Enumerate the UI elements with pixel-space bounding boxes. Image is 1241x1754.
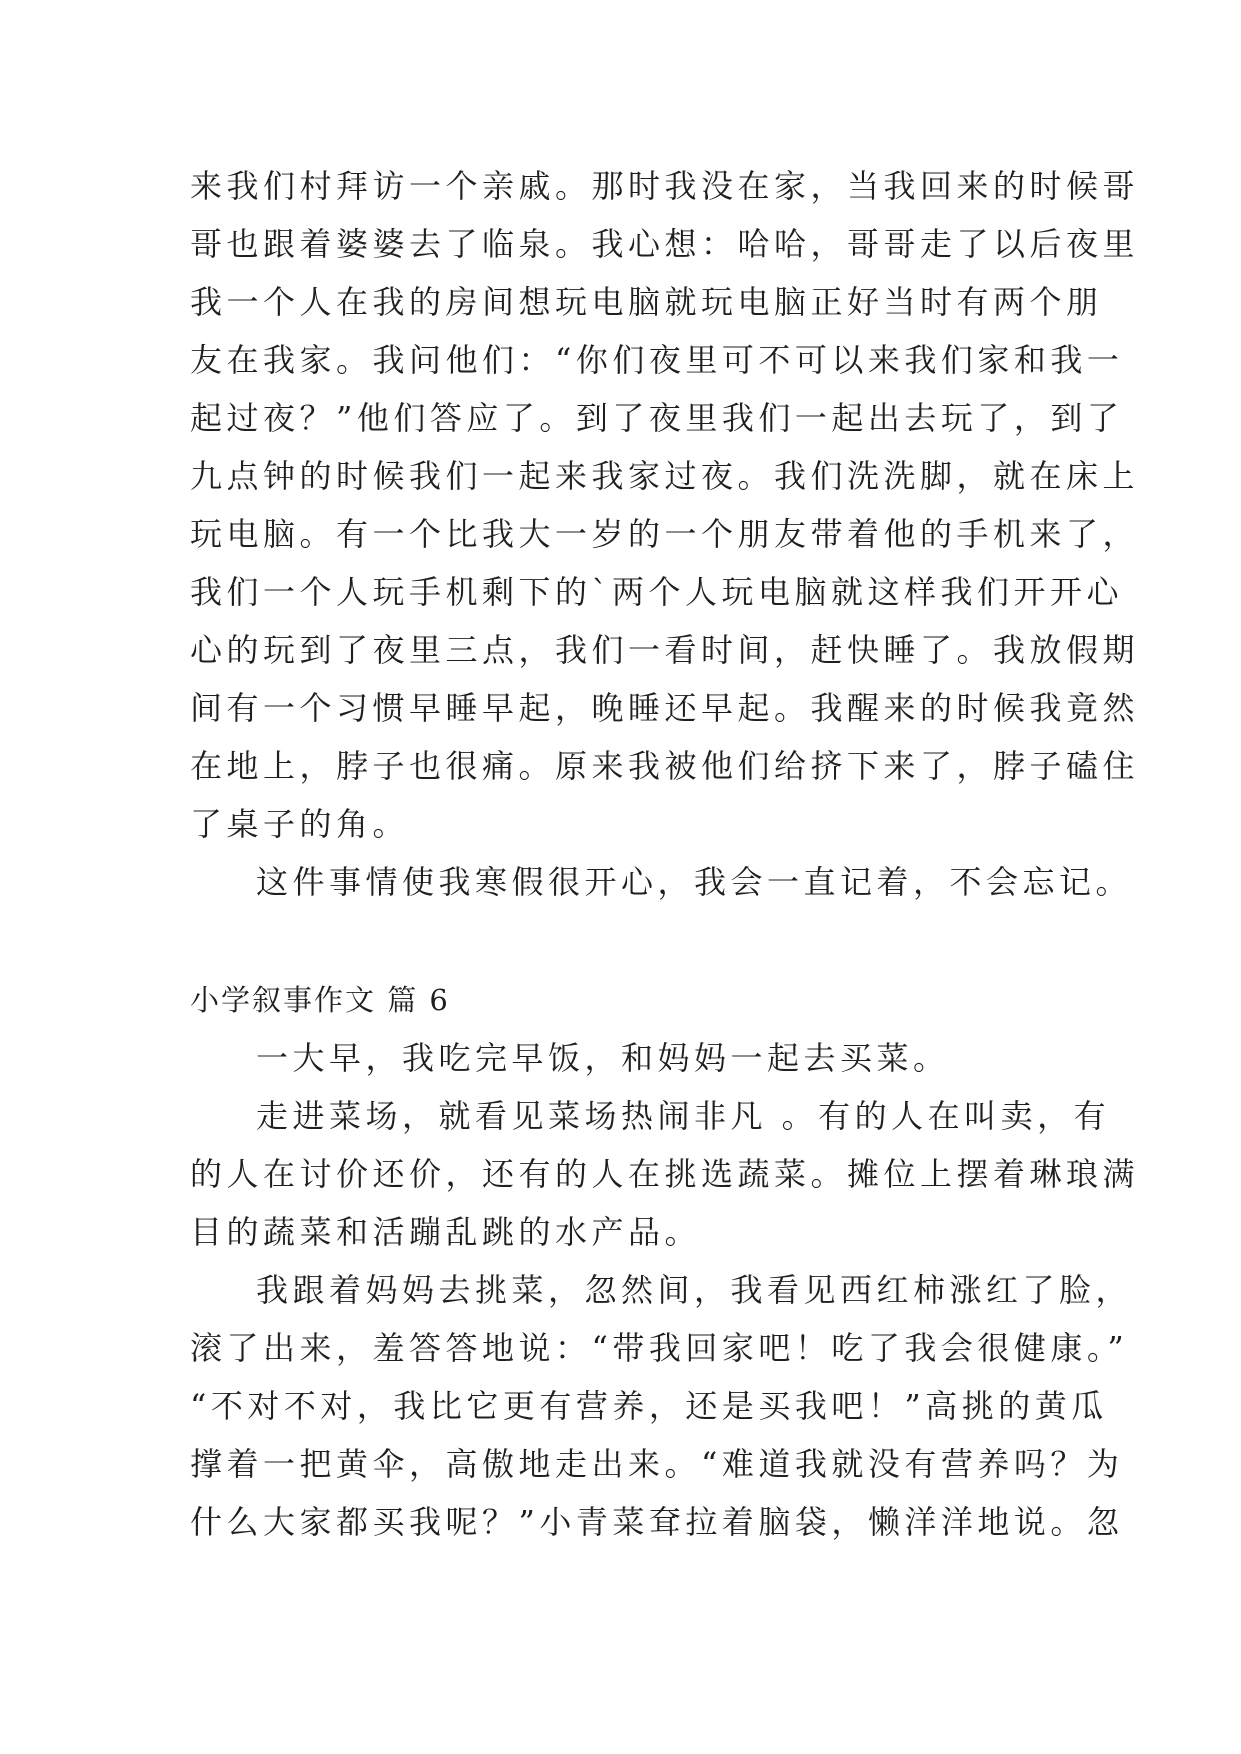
paragraph-line: 走进菜场，就看见菜场热闹非凡 。有的人在叫卖，有 xyxy=(256,1097,1111,1135)
paragraph-line: 这件事情使我寒假很开心，我会一直记着，不会忘记。 xyxy=(256,863,1133,901)
paragraph-line: 间有一个习惯早睡早起，晚睡还早起。我醒来的时候我竟然 xyxy=(190,689,1140,727)
paragraph-line: 一大早，我吃完早饭，和妈妈一起去买菜。 xyxy=(256,1039,950,1077)
paragraph-line: 滚了出来，羞答答地说：“带我回家吧！吃了我会很健康。” xyxy=(190,1329,1129,1367)
paragraph-line: 哥也跟着婆婆去了临泉。我心想：哈哈，哥哥走了以后夜里 xyxy=(190,225,1140,263)
paragraph-line: 我跟着妈妈去挑菜，忽然间，我看见西红柿涨红了脸， xyxy=(256,1271,1133,1309)
paragraph-line: 起过夜？”他们答应了。到了夜里我们一起出去玩了，到了 xyxy=(190,399,1124,437)
paragraph-line: 九点钟的时候我们一起来我家过夜。我们洗洗脚，就在床上 xyxy=(190,457,1140,495)
paragraph-line: 我们一个人玩手机剩下的`两个人玩电脑就这样我们开开心 xyxy=(190,573,1124,611)
paragraph-line: 友在我家。我问他们：“你们夜里可不可以来我们家和我一 xyxy=(190,341,1124,379)
paragraph-line: 什么大家都买我呢？”小青菜耷拉着脑袋，懒洋洋地说。忽 xyxy=(190,1503,1124,1541)
paragraph-line: 心的玩到了夜里三点，我们一看时间，赶快睡了。我放假期 xyxy=(190,631,1140,669)
paragraph-line: 目的蔬菜和活蹦乱跳的水产品。 xyxy=(190,1213,702,1251)
paragraph-line: 玩电脑。有一个比我大一岁的一个朋友带着他的手机来了， xyxy=(190,515,1140,553)
paragraph-line: “不对不对，我比它更有营养，还是买我吧！”高挑的黄瓜 xyxy=(190,1387,1108,1425)
section-heading: 小学叙事作文 篇 6 xyxy=(190,983,450,1017)
paragraph-line: 撑着一把黄伞，高傲地走出来。“难道我就没有营养吗？为 xyxy=(190,1445,1124,1483)
paragraph-line: 我一个人在我的房间想玩电脑就玩电脑正好当时有两个朋 xyxy=(190,283,1103,321)
paragraph-line: 了桌子的角。 xyxy=(190,805,410,843)
paragraph-line: 来我们村拜访一个亲戚。那时我没在家，当我回来的时候哥 xyxy=(190,167,1140,205)
paragraph-line: 的人在讨价还价，还有的人在挑选蔬菜。摊位上摆着琳琅满 xyxy=(190,1155,1140,1193)
paragraph-line: 在地上，脖子也很痛。原来我被他们给挤下来了，脖子磕住 xyxy=(190,747,1140,785)
